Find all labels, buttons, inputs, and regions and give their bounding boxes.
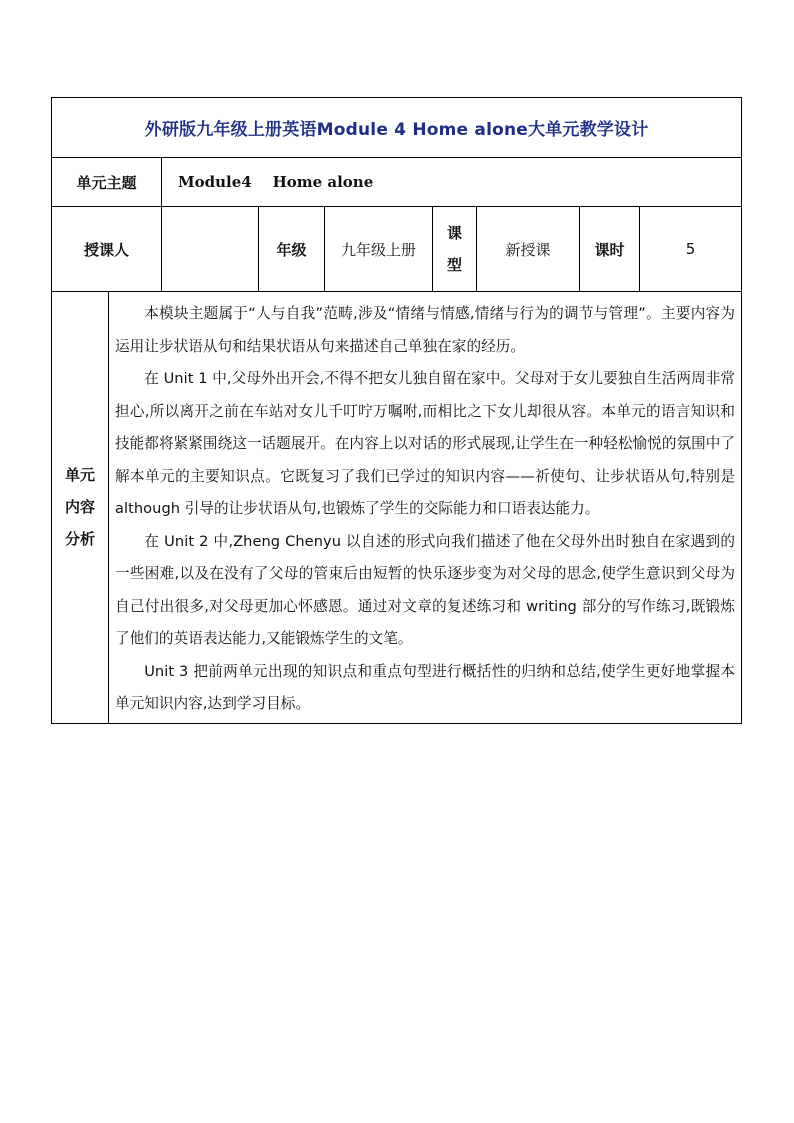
class-hours-value: 5 (640, 207, 742, 292)
lesson-design-table (51, 97, 742, 724)
unit-topic-label: 单元主题 (52, 158, 162, 207)
unit-topic-value: Module4 Home alone (162, 158, 742, 207)
analysis-label-line-3: 分析 (64, 530, 95, 549)
teacher-value (162, 207, 259, 292)
teacher-label: 授课人 (52, 207, 162, 292)
document-title: 外研版九年级上册英语Module 4 Home alone大单元教学设计 (52, 98, 742, 158)
analysis-paragraph: 本模块主题属于“人与自我”范畴,涉及“情绪与情感,情绪与行为的调节与管理”。主要内容为运用让步状语从句和结果状语从句来描述自己单独在家的经历。 (115, 305, 736, 355)
analysis-paragraph: 在 Unit 1 中,父母外出开会,不得不把女儿独自留在家中。父母对于女儿要独自生活两周非常担心,所以离开之前在车站对女儿千叮咛万嘱咐,而相比之下女儿却很从容。本单元的语言知识和技能都将紧紧围绕这一话题展开。在内容上以对话的形式展现,让学生在一种轻松愉悦的氛围中了解本单元的主要知识点。它既复习了我们已学过的知识内容——祈使句、让步状语从句,特别是 although 引导的让步状语从句,也锻炼了学生的交际能力和口语表达能力。 (115, 370, 736, 517)
lesson-type-label-line-1: 课 (446, 224, 462, 242)
grade-label: 年级 (259, 207, 325, 292)
analysis-label-line-1: 单元 (64, 466, 95, 485)
lesson-type-label (433, 207, 477, 292)
analysis-label (52, 292, 109, 724)
lesson-design-sheet (51, 97, 741, 724)
lesson-type-value: 新授课 (477, 207, 580, 292)
analysis-label-line-2: 内容 (64, 498, 95, 517)
analysis-paragraph: 在 Unit 2 中,Zheng Chenyu 以自述的形式向我们描述了他在父母外出时独自在家遇到的一些困难,以及在没有了父母的管束后由短暂的快乐逐步变为对父母的思念,使学生意识到父母为自己付出很多,对父母更加心怀感恩。通过对文章的复述练习和 writing 部分的写作练习,既锻炼了他们的英语表达能力,又能锻炼学生的文笔。 (115, 532, 736, 647)
analysis-content (109, 292, 742, 724)
lesson-type-label-line-2: 型 (446, 256, 462, 274)
grade-value: 九年级上册 (325, 207, 433, 292)
class-hours-label: 课时 (580, 207, 640, 292)
analysis-paragraph: Unit 3 把前两单元出现的知识点和重点句型进行概括性的归纳和总结,使学生更好地掌握本单元知识内容,达到学习目标。 (115, 662, 736, 712)
